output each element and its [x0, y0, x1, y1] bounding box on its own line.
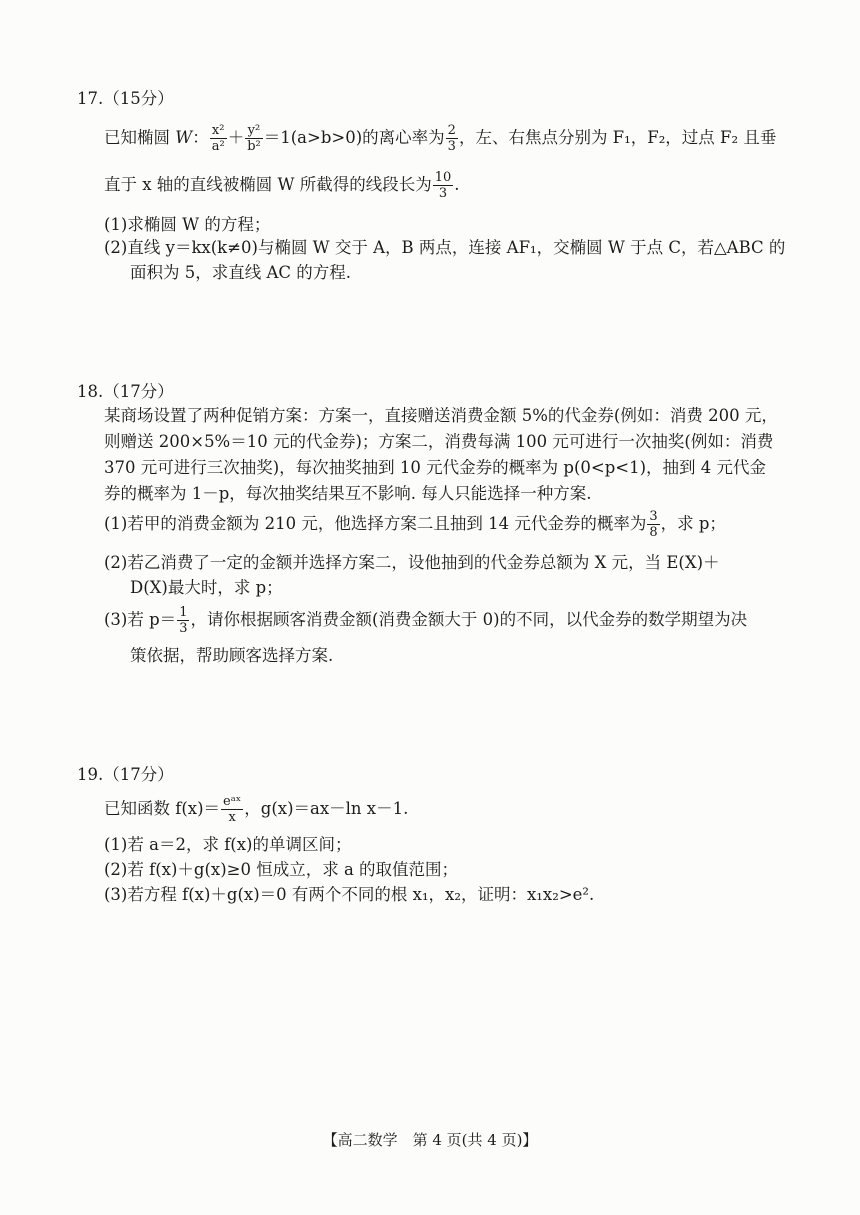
fraction-chord-length: $\frac{10}{3}$ — [434, 170, 452, 201]
q17-heading: 17.（15分） — [77, 89, 174, 108]
q17-part-1: (1)求椭圆 W 的方程； — [104, 215, 271, 234]
q19-line-1: 已知函数 f(x)＝ $\frac{\text{eᵃˣ}}{x}$ ，g(x)＝ax－ln x－1. — [104, 794, 409, 825]
q18-line-3: 370 元可进行三次抽奖)，每次抽奖抽到 10 元代金券的概率为 p(0<p<1)，抽到 4 元代金 — [104, 458, 767, 477]
q17-line-2: 直于 x 轴的直线被椭圆 W 所截得的线段长为 $\frac{10}{3}$ . — [104, 170, 460, 201]
q19-part-3: (3)若方程 f(x)＋g(x)＝0 有两个不同的根 x₁，x₂，证明：x₁x₂>e². — [104, 885, 595, 904]
fraction-y2-b2: $\frac{\text{y²}}{\text{b²}}$ — [247, 123, 261, 154]
q18-part-2b: D(X)最大时，求 p； — [130, 578, 283, 597]
q18-heading: 18.（17分） — [77, 382, 174, 401]
q18-line-4: 券的概率为 1－p，每次抽奖结果互不影响. 每人只能选择一种方案. — [104, 484, 592, 503]
q18-line-2: 则赠送 200×5%＝10 元的代金券)；方案二，消费每满 100 元可进行一次抽奖(例如：消费 — [104, 432, 774, 451]
q19-heading: 19.（17分） — [77, 765, 174, 784]
q18-line-1: 某商场设置了两种促销方案：方案一，直接赠送消费金额 5%的代金券(例如：消费 200 元， — [104, 406, 778, 425]
page-footer: 【高二数学 第 4 页(共 4 页)】 — [322, 1131, 538, 1149]
q17-part-2a: (2)直线 y＝kx(k≠0)与椭圆 W 交于 A，B 两点，连接 AF₁，交椭圆 W 于点 C，若△ABC 的 — [104, 238, 786, 257]
fraction-exp-over-x: $\frac{\text{eᵃˣ}}{x}$ — [223, 794, 242, 825]
q17-part-2b: 面积为 5，求直线 AC 的方程. — [130, 263, 352, 282]
q18-part-3b: 策依据，帮助顾客选择方案. — [130, 646, 334, 665]
q18-part-3a: (3)若 p＝ $\frac{1}{3}$ ，请你根据顾客消费金额(消费金额大于 0)的不同，以代金券的数学期望为决 — [104, 605, 748, 636]
q19-part-1: (1)若 a＝2，求 f(x)的单调区间； — [104, 835, 352, 854]
fraction-x2-a2: $\frac{\text{x²}}{\text{a²}}$ — [211, 123, 225, 154]
q18-part-2a: (2)若乙消费了一定的金额并选择方案二，设他抽到的代金券总额为 X 元，当 E(X)＋ — [104, 553, 720, 572]
q17-line-1: 已知椭圆 W： $\frac{\text{x²}}{\text{a²}}$ ＋ $\frac{\text{y²}}{\text{b²}}$ ＝1(a>b>0)的离心率为 $\frac{2}{3}$ ，左、右焦点分别为 F₁，F₂，过点 F₂ 且垂 — [104, 123, 777, 154]
fraction-three-eighths: $\frac{3}{8}$ — [649, 509, 658, 540]
fraction-one-third: $\frac{1}{3}$ — [179, 605, 188, 636]
fraction-eccentricity: $\frac{2}{3}$ — [447, 123, 456, 154]
q19-part-2: (2)若 f(x)＋g(x)≥0 恒成立，求 a 的取值范围； — [104, 860, 459, 879]
q18-part-1: (1)若甲的消费金额为 210 元，他选择方案二且抽到 14 元代金券的概率为 $\frac{3}{8}$ ，求 p； — [104, 509, 726, 540]
